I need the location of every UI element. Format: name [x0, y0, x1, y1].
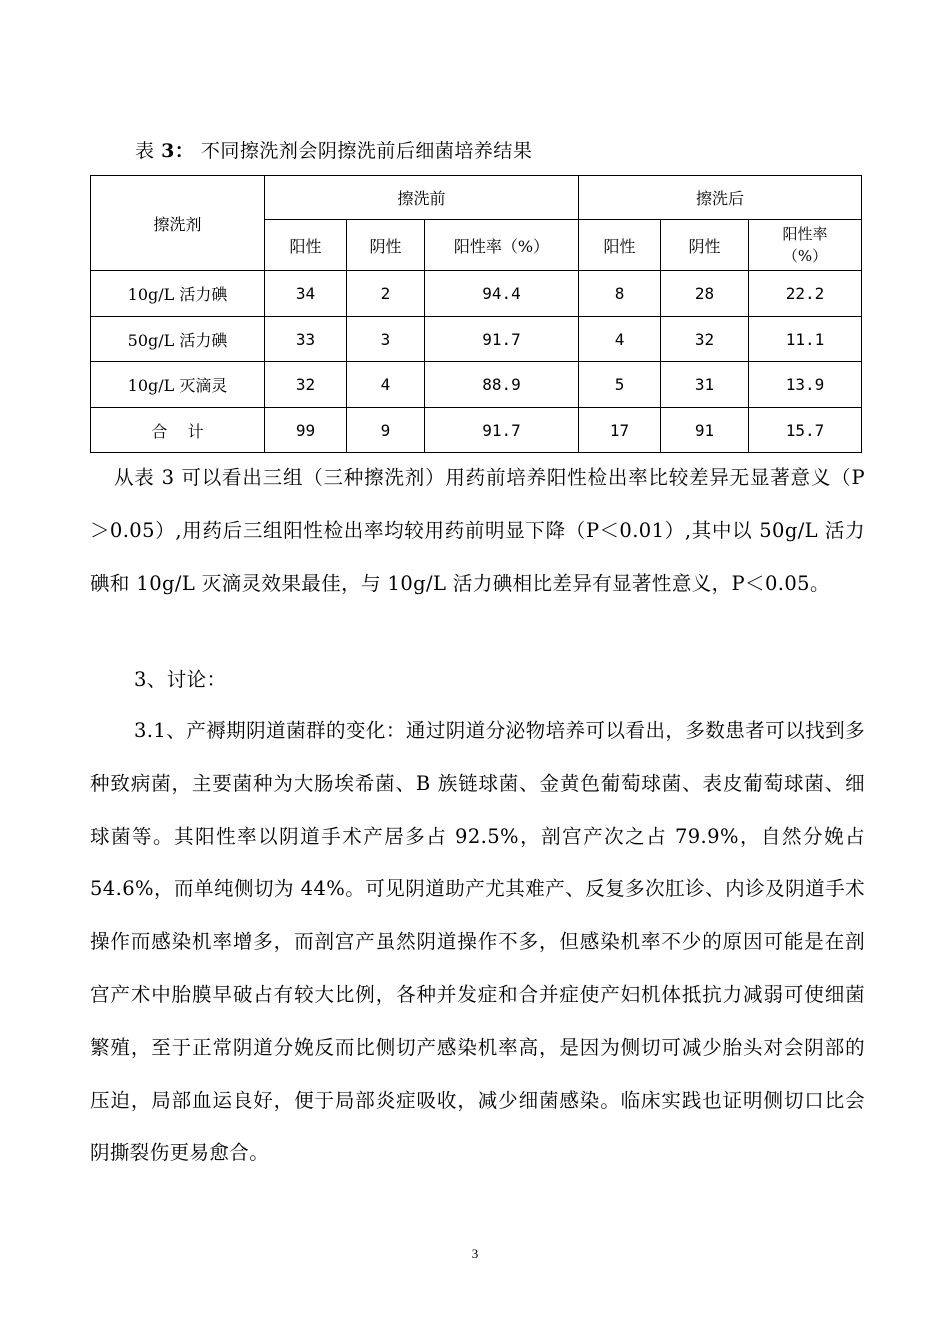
- paragraph-discussion: 3.1、产褥期阴道菌群的变化：通过阴道分泌物培养可以看出，多数患者可以找到多种致病菌，主要菌种为大肠埃希菌、B 族链球菌、金黄色葡萄球菌、表皮葡萄球菌、细球菌等。其阳性率以阴道手术产居多占 92.5%，剖宫产次之占 79.9%，自然分娩占 54.6%，而单纯侧切为 44%。可见阴道助产尤其难产、反复多次肛诊、内诊及阴道手术操作而感染机率增多，而剖宫产虽然阴道操作不多，但感染机率不少的原因可能是在剖宫产术中胎膜早破占有较大比例，各种并发症和合并症使产妇机体抵抗力减弱可使细菌繁殖，至于正常阴道分娩反而比侧切产感染机率高，是因为侧切可减少胎头对会阴部的压迫，局部血运良好，便于局部炎症吸收，减少细菌感染。临床实践也证明侧切口比会阴撕裂伤更易愈合。: [90, 719, 865, 1165]
- cell-before-negative: 2: [347, 271, 425, 317]
- cell-after-negative: 91: [661, 408, 749, 453]
- cell-after-negative: 32: [661, 317, 749, 362]
- cell-after-rate: 15.7: [749, 408, 862, 453]
- cell-agent: 50g/L 活力碘: [91, 317, 265, 362]
- header-after-rate-line2: （%）: [782, 247, 828, 265]
- cell-after-rate: 11.1: [749, 317, 862, 362]
- header-after-rate: [749, 220, 862, 271]
- cell-before-rate: 91.7: [425, 408, 579, 453]
- cell-before-rate: 88.9: [425, 362, 579, 408]
- paragraph-results: 从表 3 可以看出三组（三种擦洗剂）用药前培养阳性检出率比较差异无显著意义（P＞0.05）,用药后三组阳性检出率均较用药前明显下降（P＜0.01）,其中以 50g/L 活力碘和 10g/L 灭滴灵效果最佳，与 10g/L 活力碘相比差异有显著性意义，P＜0.05。: [90, 466, 865, 595]
- cell-before-positive: 99: [265, 408, 347, 453]
- header-before-positive: 阳性: [265, 220, 347, 271]
- header-after: 擦洗后: [579, 176, 862, 220]
- table-caption: [135, 136, 532, 163]
- header-after-rate-line1: 阳性率: [782, 225, 828, 243]
- table-row-total: [91, 408, 862, 453]
- caption-number: 3：: [161, 140, 195, 162]
- cell-agent: 10g/L 活力碘: [91, 271, 265, 317]
- cell-after-positive: 5: [579, 362, 661, 408]
- cell-before-positive: 33: [265, 317, 347, 362]
- header-agent: 擦洗剂: [91, 176, 265, 271]
- table-row: [91, 271, 862, 317]
- header-before: 擦洗前: [265, 176, 579, 220]
- cell-before-rate: 94.4: [425, 271, 579, 317]
- cell-before-negative: 3: [347, 317, 425, 362]
- table-row: [91, 317, 862, 362]
- section-heading-discussion: 3、讨论：: [134, 668, 227, 691]
- cell-before-negative: 4: [347, 362, 425, 408]
- cell-before-positive: 34: [265, 271, 347, 317]
- cell-after-positive: 4: [579, 317, 661, 362]
- cell-after-positive: 8: [579, 271, 661, 317]
- header-after-negative: 阴性: [661, 220, 749, 271]
- header-after-positive: 阳性: [579, 220, 661, 271]
- cell-after-negative: 31: [661, 362, 749, 408]
- cell-after-negative: 28: [661, 271, 749, 317]
- results-table: [90, 175, 862, 453]
- cell-agent: 合 计: [91, 408, 265, 453]
- header-before-rate: 阳性率（%）: [425, 220, 579, 271]
- cell-after-rate: 22.2: [749, 271, 862, 317]
- cell-before-rate: 91.7: [425, 317, 579, 362]
- cell-after-positive: 17: [579, 408, 661, 453]
- page-number: 3: [471, 1246, 479, 1261]
- caption-prefix: 表: [135, 140, 155, 162]
- cell-after-rate: 13.9: [749, 362, 862, 408]
- caption-text: 不同擦洗剂会阴擦洗前后细菌培养结果: [200, 140, 533, 162]
- cell-before-negative: 9: [347, 408, 425, 453]
- header-row-1: [91, 176, 862, 220]
- table-row: [91, 362, 862, 408]
- header-before-negative: 阴性: [347, 220, 425, 271]
- cell-agent: 10g/L 灭滴灵: [91, 362, 265, 408]
- cell-before-positive: 32: [265, 362, 347, 408]
